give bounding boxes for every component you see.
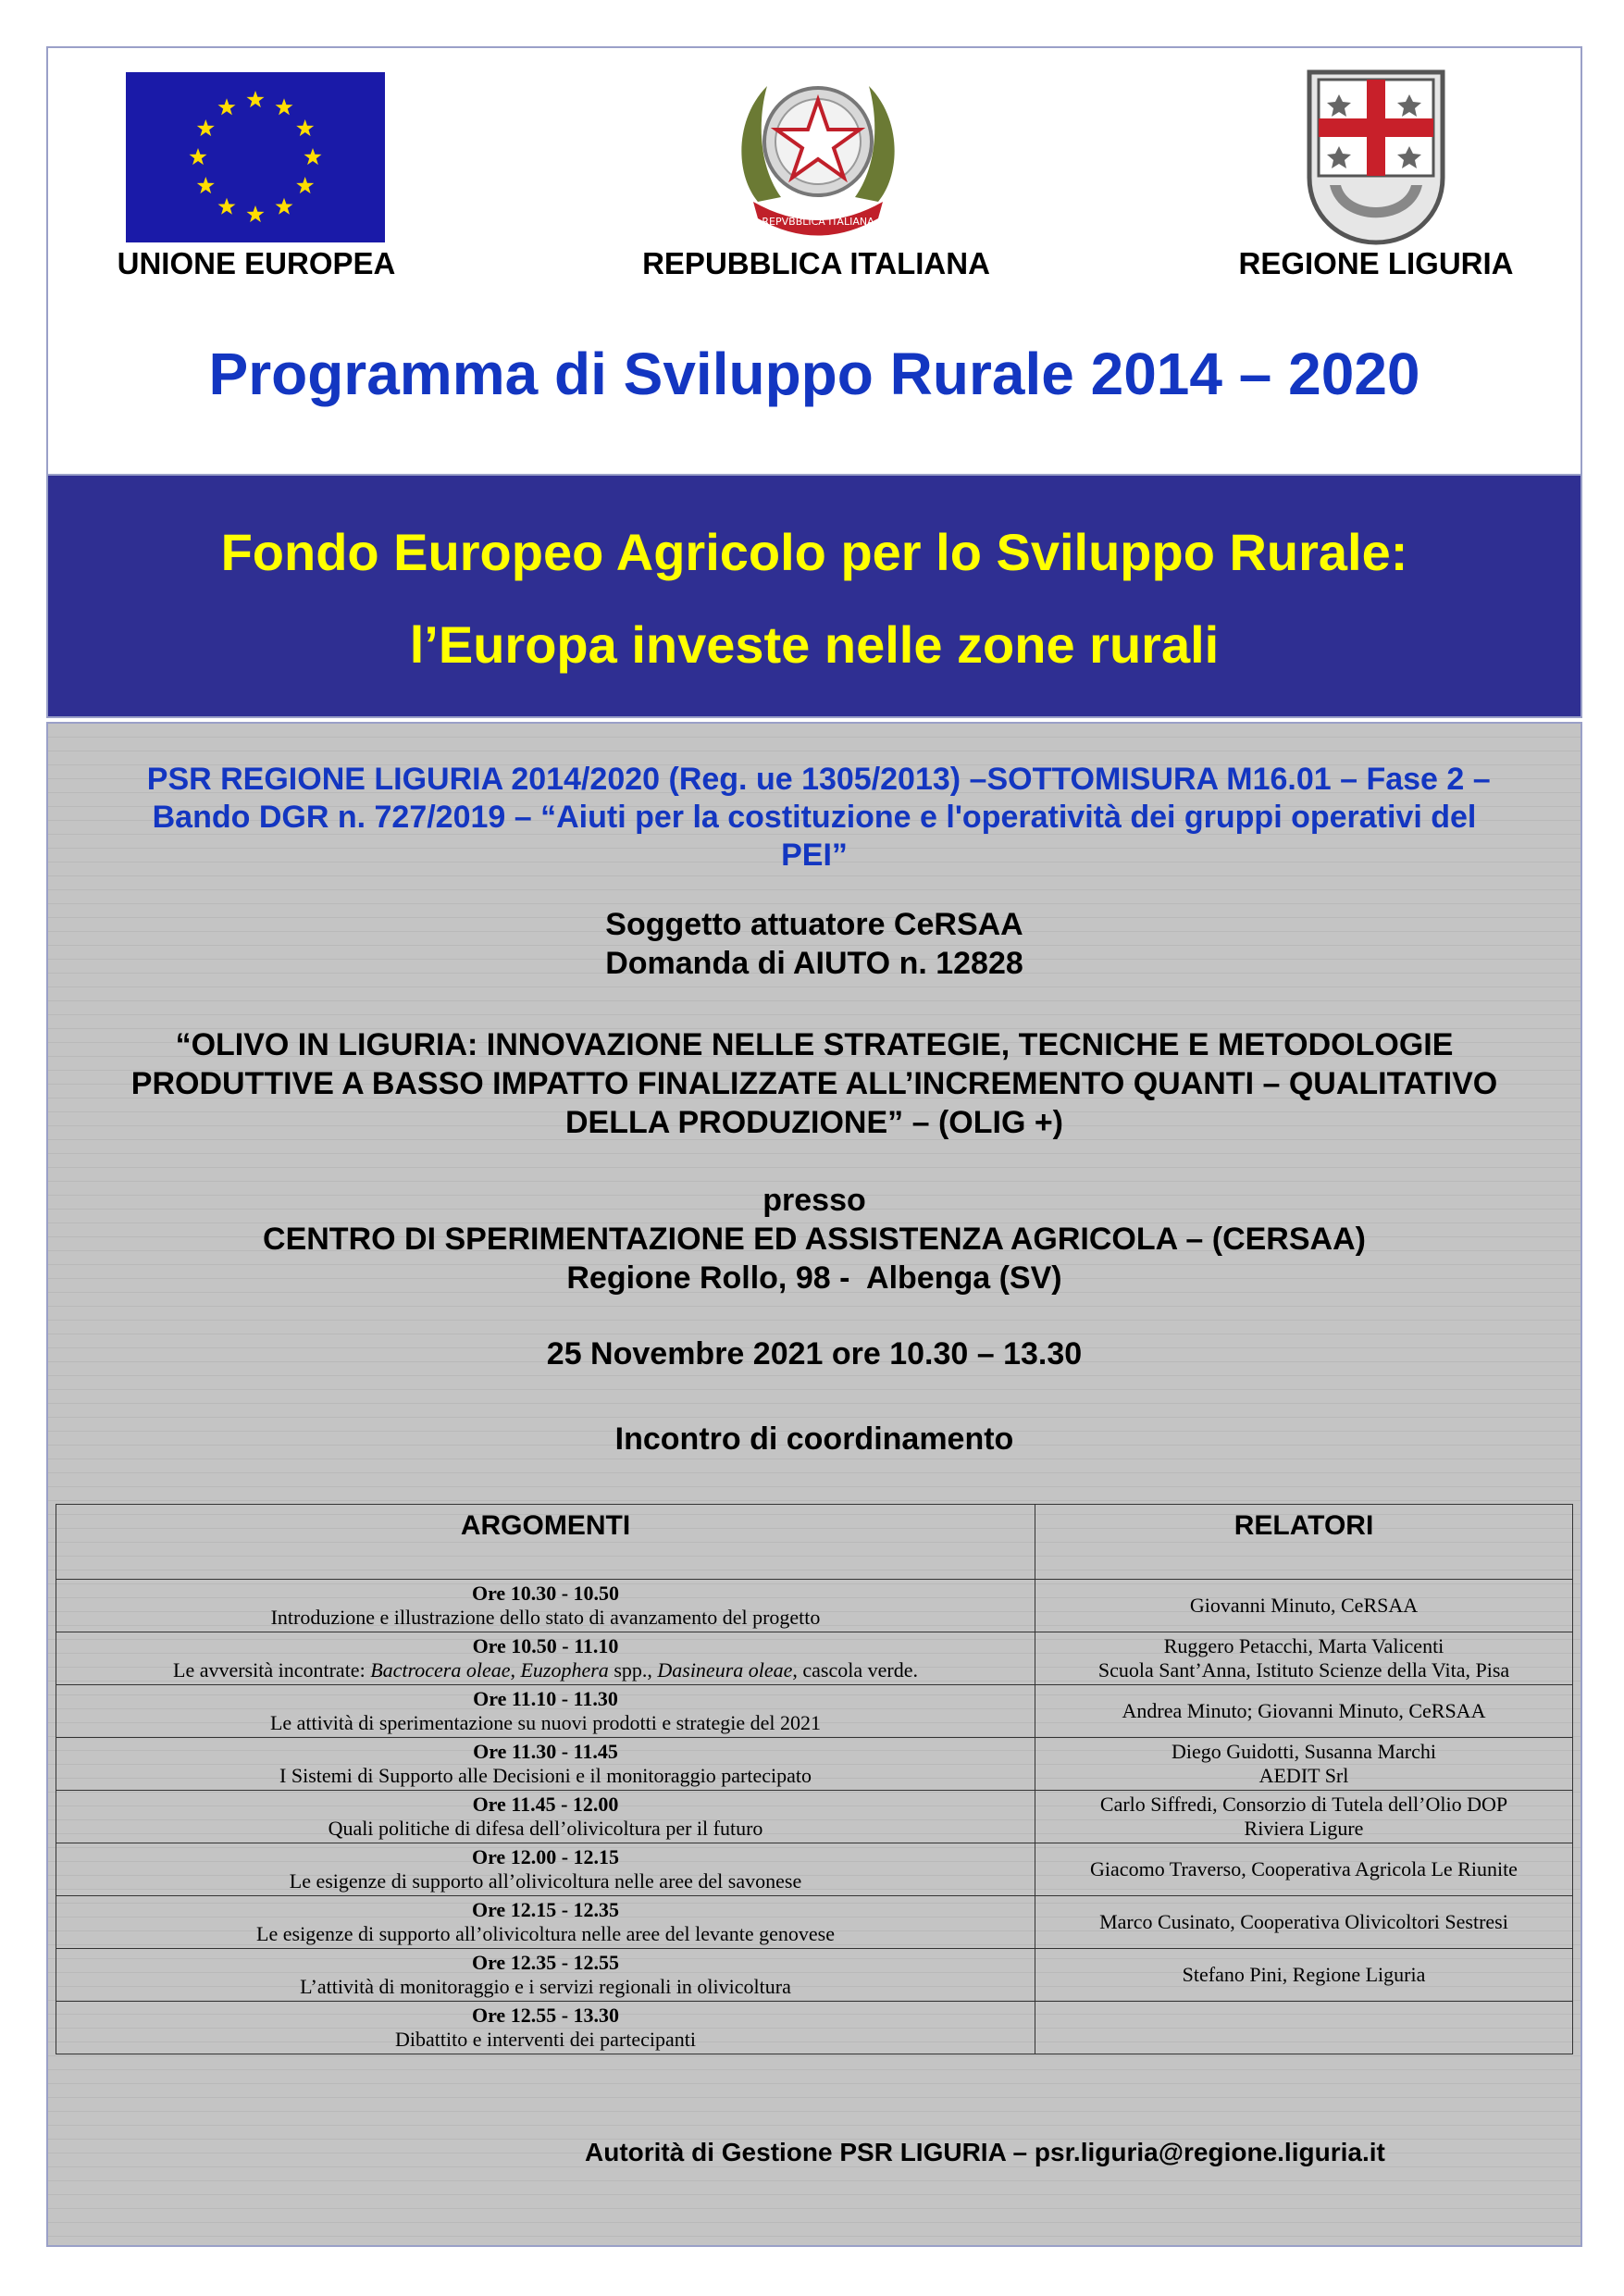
location-line: presso (762, 1183, 866, 1218)
fund-title: Fondo Europeo Agricolo per lo Sviluppo Rurale: (220, 523, 1408, 581)
session-time: Ore 12.00 - 12.15 (471, 1845, 620, 1868)
topic-cell (56, 1580, 1035, 1632)
speaker-cell (1035, 1632, 1573, 1685)
session-time: Ore 10.50 - 11.10 (472, 1634, 619, 1657)
session-topic: Le esigenze di supporto all’olivicoltura nelle aree del savonese (289, 1869, 802, 1893)
event-date: 25 Novembre 2021 ore 10.30 – 13.30 (546, 1336, 1083, 1371)
emblem-ribbon-text: REPVBBLICA ITALIANA (762, 216, 874, 228)
speaker-cell (1035, 1949, 1573, 2002)
location-line: CENTRO DI SPERIMENTAZIONE ED ASSISTENZA AGRICOLA – (CERSAA) (263, 1222, 1366, 1257)
topic-species: Bactrocera oleae (370, 1658, 511, 1682)
topic-cell (56, 1843, 1035, 1896)
speaker-line: AEDIT Srl (1258, 1764, 1349, 1787)
topic-text: , cascola verde. (792, 1658, 918, 1682)
project-title (48, 1025, 1581, 1142)
table-row (56, 1949, 1573, 2002)
topic-cell (56, 1949, 1035, 2002)
speaker-cell (1035, 1843, 1573, 1896)
session-time: Ore 11.30 - 11.45 (473, 1740, 618, 1763)
footer-contact: Autorità di Gestione PSR LIGURIA – psr.liguria@regione.liguria.it (585, 2138, 1385, 2166)
speaker-line: Riviera Ligure (1244, 1817, 1364, 1840)
eu-caption: UNIONE EUROPEA (117, 246, 396, 280)
speaker-cell (1035, 2002, 1573, 2054)
psr-line: PSR REGIONE LIGURIA 2014/2020 (Reg. ue 1305/2013) –SOTTOMISURA M16.01 – Fase 2 – (138, 762, 1491, 797)
fund-subtitle: l’Europa investe nelle zone rurali (409, 615, 1220, 674)
speaker-line: Ruggero Petacchi, Marta Valicenti (1163, 1634, 1444, 1657)
speaker-cell (1035, 1580, 1573, 1632)
applicant-block (48, 905, 1581, 983)
meeting-title: Incontro di coordinamento (614, 1421, 1014, 1457)
topic-species: Euzophera (520, 1658, 609, 1682)
agenda-table (56, 1504, 1573, 2054)
speaker-line: Marco Cusinato, Cooperativa Olivicoltori Sestresi (1099, 1910, 1508, 1933)
topic-cell (56, 2002, 1035, 2054)
project-title-line: DELLA PRODUZIONE” – (OLIG +) (564, 1105, 1064, 1140)
speaker-cell (1035, 1896, 1573, 1949)
session-topic: Dibattito e interventi dei partecipanti (395, 2028, 696, 2051)
session-time: Ore 11.45 - 12.00 (472, 1793, 619, 1816)
topic-text: Le avversità incontrate: (173, 1658, 371, 1682)
header (46, 46, 1582, 476)
speaker-line: Stefano Pini, Regione Liguria (1182, 1963, 1426, 1986)
speaker-line: Andrea Minuto; Giovanni Minuto, CeRSAA (1122, 1699, 1486, 1722)
session-topic (60, 1658, 1031, 1682)
session-time: Ore 11.10 - 11.30 (473, 1687, 618, 1710)
table-row (56, 1580, 1573, 1632)
table-row (56, 1685, 1573, 1738)
session-topic: L’attività di monitoraggio e i servizi regionali in olivicoltura (300, 1975, 791, 1998)
psr-line: Bando DGR n. 727/2019 – “Aiuti per la costituzione e l'operatività dei gruppi operativi del (152, 800, 1477, 835)
location-line: Regione Rollo, 98 - Albenga (SV) (566, 1260, 1062, 1296)
topic-cell (56, 1896, 1035, 1949)
table-row (56, 1843, 1573, 1896)
project-title-line: PRODUTTIVE A BASSO IMPATTO FINALIZZATE ALL’INCREMENTO QUANTI – QUALITATIVO (130, 1066, 1498, 1101)
psr-line: PEI” (781, 838, 848, 873)
header-speakers: RELATORI (1035, 1505, 1573, 1580)
topic-cell (56, 1791, 1035, 1843)
location-block (48, 1181, 1581, 1297)
liguria-caption: REGIONE LIGURIA (1238, 246, 1514, 280)
table-row (56, 1632, 1573, 1685)
italy-caption: REPUBBLICA ITALIANA (642, 246, 990, 280)
topic-cell (56, 1685, 1035, 1738)
italian-emblem-logo (730, 63, 906, 239)
table-row (56, 2002, 1573, 2054)
speaker-cell (1035, 1738, 1573, 1791)
session-topic: Introduzione e illustrazione dello stato di avanzamento del progetto (270, 1606, 821, 1629)
header-topics: ARGOMENTI (56, 1505, 1035, 1580)
topic-species: Dasineura oleae (657, 1658, 793, 1682)
speaker-cell (1035, 1685, 1573, 1738)
topic-text: , (510, 1658, 521, 1682)
application-number: Domanda di AIUTO n. 12828 (605, 946, 1023, 981)
session-time: Ore 12.35 - 12.55 (471, 1951, 620, 1974)
session-topic: I Sistemi di Supporto alle Decisioni e il monitoraggio partecipato (279, 1764, 812, 1787)
table-row (56, 1738, 1573, 1791)
session-topic: Quali politiche di difesa dell’olivicoltura per il futuro (328, 1817, 763, 1840)
psr-reference (67, 761, 1562, 875)
project-title-line: “OLIVO IN LIGURIA: INNOVAZIONE NELLE STRATEGIE, TECNICHE E METODOLOGIE (175, 1027, 1454, 1062)
liguria-shield-logo (1302, 67, 1450, 248)
speaker-line: Giacomo Traverso, Cooperativa Agricola Le Riunite (1090, 1857, 1518, 1880)
session-topic: Le attività di sperimentazione su nuovi prodotti e strategie del 2021 (269, 1711, 822, 1734)
session-time: Ore 12.15 - 12.35 (471, 1898, 620, 1921)
poster (46, 46, 1582, 2241)
fund-band (46, 474, 1582, 718)
eu-flag-logo (126, 72, 385, 242)
table-row (56, 1791, 1573, 1843)
topic-text: spp., (608, 1658, 658, 1682)
speaker-line: Carlo Siffredi, Consorzio di Tutela dell’Olio DOP (1099, 1793, 1508, 1816)
speaker-line: Diego Guidotti, Susanna Marchi (1172, 1740, 1436, 1763)
speaker-cell (1035, 1791, 1573, 1843)
session-time: Ore 12.55 - 13.30 (471, 2004, 620, 2027)
speaker-line: Scuola Sant’Anna, Istituto Scienze della Vita, Pisa (1097, 1658, 1510, 1682)
session-topic: Le esigenze di supporto all’olivicoltura nelle aree del levante genovese (256, 1922, 835, 1945)
program-title: Programma di Sviluppo Rurale 2014 – 2020 (208, 341, 1420, 407)
topic-cell (56, 1632, 1035, 1685)
table-row (56, 1896, 1573, 1949)
speaker-line: Giovanni Minuto, CeRSAA (1189, 1594, 1419, 1617)
applicant-line: Soggetto attuatore CeRSAA (605, 907, 1023, 942)
content-panel (46, 722, 1582, 2247)
session-time: Ore 10.30 - 10.50 (471, 1582, 620, 1605)
topic-cell (56, 1738, 1035, 1791)
